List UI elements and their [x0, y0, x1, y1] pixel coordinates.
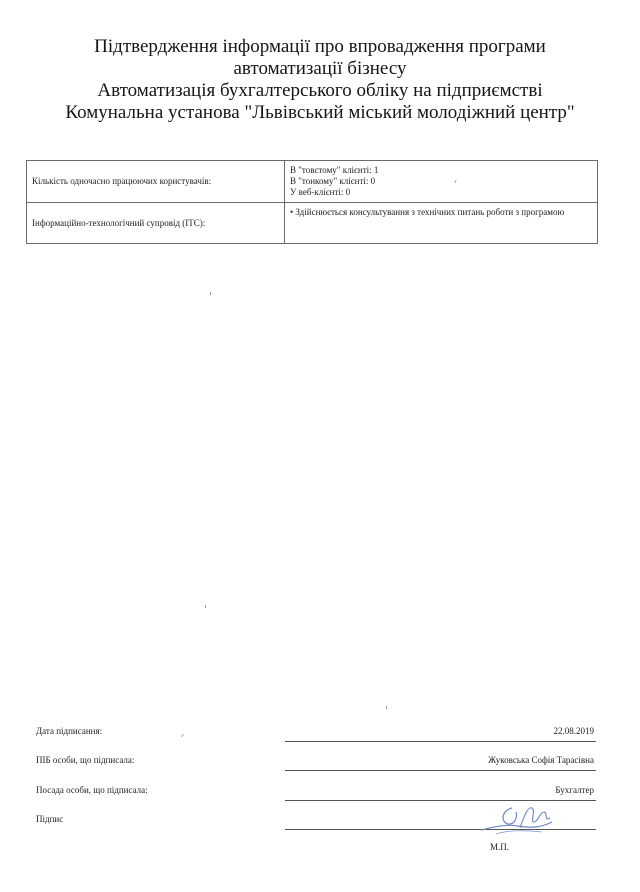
signoff-name-row: [36, 751, 596, 771]
title-line-4: Комунальна установа "Львівський міський молодіжний центр": [65, 102, 575, 123]
scan-speck: [210, 292, 211, 295]
users-values: [285, 161, 598, 203]
its-label: Інформаційно-технологічний супровід (ІТС):: [27, 203, 285, 244]
title-line-2: автоматизації бізнесу: [233, 58, 407, 79]
document-title: [20, 36, 620, 124]
name-label: ПІБ особи, що підписала:: [36, 755, 135, 765]
table-row-its: [27, 203, 598, 244]
title-line-1: Підтвердження інформації про впровадження програми: [94, 36, 546, 57]
title-line-3: Автоматизація бухгалтерського обліку на підприємстві: [97, 80, 543, 101]
name-value: Жуковська Софія Тарасівна: [488, 755, 594, 765]
signoff-position-row: [36, 781, 596, 801]
users-thick-client: В "товстому" клієнті: 1: [290, 165, 379, 175]
handwritten-signature: [478, 800, 558, 840]
signature-label: Підпис: [36, 814, 64, 824]
its-consulting: • Здійснюється консультування з технічних питань роботи з програмою: [290, 207, 565, 217]
stamp-placeholder: М.П.: [490, 842, 510, 852]
its-values: [285, 203, 598, 244]
scan-speck: [386, 706, 387, 709]
date-line: [285, 741, 596, 742]
position-label: Посада особи, що підписала:: [36, 785, 148, 795]
users-web-client: У веб-клієнті: 0: [290, 187, 351, 197]
name-line: [285, 770, 596, 771]
scan-speck: [205, 605, 206, 608]
users-label: Кількість одночасно працюючих користувачів:: [27, 161, 285, 203]
users-thin-client: В "тонкому" клієнті: 0: [290, 176, 376, 186]
position-value: Бухгалтер: [555, 785, 594, 795]
table-row-users: [27, 161, 598, 203]
signoff-date-row: [36, 722, 596, 742]
info-table: [26, 160, 598, 244]
date-label: Дата підписання:: [36, 726, 103, 736]
date-value: 22.08.2019: [553, 726, 594, 736]
